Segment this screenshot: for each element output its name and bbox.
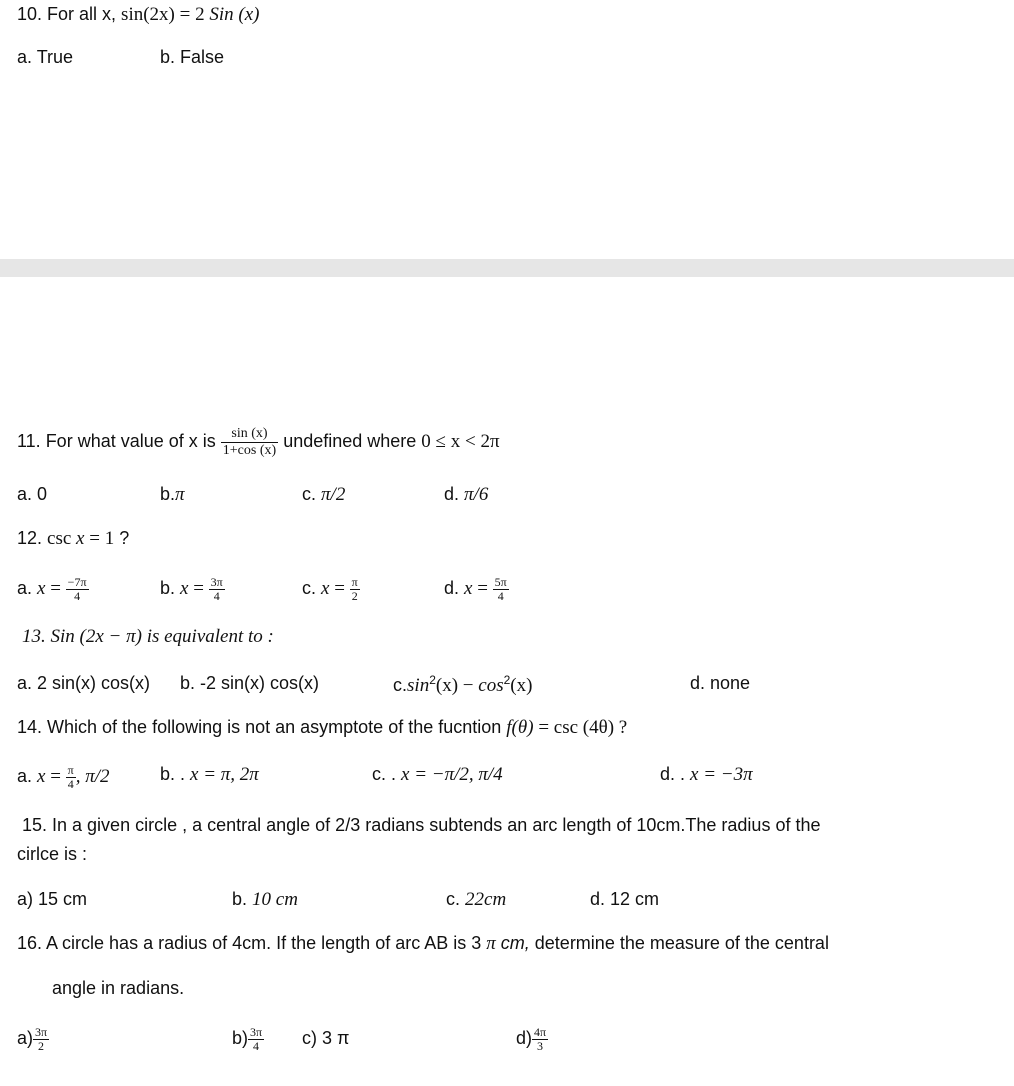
q14-c-value: x = −π/2, π/4 xyxy=(401,764,503,785)
q11-fraction xyxy=(221,426,278,459)
q13-c-sin: sin xyxy=(407,675,430,696)
q12-b-eqsign: = xyxy=(188,578,209,599)
q12-c-var: x xyxy=(321,578,330,599)
q12-qmark: ? xyxy=(114,528,130,548)
q12-option-c xyxy=(302,568,360,609)
q10-stem xyxy=(17,4,259,27)
q16-d-den: 3 xyxy=(532,1039,548,1053)
q14-a-var: x xyxy=(37,766,46,787)
q12-d-label: d. xyxy=(444,578,465,598)
q14-b-label: b. . xyxy=(160,764,191,784)
q13-c-end: (x) xyxy=(510,675,533,696)
q11-suffix-math: 0 ≤ x < 2π xyxy=(421,431,500,452)
q12-a-fraction xyxy=(66,576,89,603)
q16-a-label: a) xyxy=(17,1028,34,1048)
q16-stem-line1 xyxy=(17,933,829,956)
q11-option-b-value: π xyxy=(175,484,185,505)
q15-b-label: b. xyxy=(232,889,253,909)
q14-option-d xyxy=(660,764,753,787)
q10-eq: = 2 xyxy=(174,4,210,25)
q16-d-fraction xyxy=(532,1026,548,1053)
q11-option-d-value: π/6 xyxy=(464,484,489,505)
q12-c-den: 2 xyxy=(350,589,360,603)
q12-csc: csc xyxy=(47,528,72,549)
q11-option-b xyxy=(160,484,185,507)
q14-a-den: 4 xyxy=(66,777,76,791)
q10-option-b: b. False xyxy=(160,47,225,67)
q10-option-a: a. True xyxy=(17,47,74,67)
q12-c-num: π xyxy=(351,574,358,589)
q12-c-fraction xyxy=(350,576,360,603)
q13-c-prefix: c. xyxy=(393,675,408,695)
q13-c-mid: (x) − xyxy=(435,675,479,696)
q14-c-label: c. . xyxy=(372,764,402,784)
q15-option-c xyxy=(446,889,506,912)
q12-a-den: 4 xyxy=(66,589,89,603)
q16-stem-line2: angle in radians. xyxy=(52,978,185,998)
q11-frac-num: sin (x) xyxy=(231,425,268,441)
q11-option-a: a. 0 xyxy=(17,484,48,504)
q11-option-c-value: π/2 xyxy=(321,484,346,505)
q16-option-d xyxy=(516,1018,548,1058)
q14-a-eq: = xyxy=(45,766,66,787)
q14-a-rest: , π/2 xyxy=(75,766,110,787)
q12-option-a xyxy=(17,568,89,609)
q13-stem: 13. Sin (2x − π) is equivalent to : xyxy=(22,626,274,647)
q14-stem-text: 14. Which of the following is not an asymptote of the fucntion xyxy=(17,717,507,737)
q12-a-eqsign: = xyxy=(45,578,66,599)
q12-var: x xyxy=(71,528,85,549)
q16-line1-pi: π xyxy=(486,933,496,954)
q12-d-den: 4 xyxy=(493,589,509,603)
q13-option-d: d. none xyxy=(690,673,751,693)
q11-option-d-label: d. xyxy=(444,484,465,504)
q16-d-num: 4π xyxy=(534,1024,547,1039)
q12-option-d xyxy=(444,568,509,609)
q16-d-label: d) xyxy=(516,1028,533,1048)
q12-b-den: 4 xyxy=(209,589,225,603)
q12-b-fraction xyxy=(209,576,225,603)
q13-c-sup1: 2 xyxy=(429,673,436,687)
q12-d-fraction xyxy=(493,576,509,603)
q15-stem-line1: 15. In a given circle , a central angle of 2/3 radians subtends an arc length of 10cm.The radius of the xyxy=(22,815,821,835)
q16-b-num: 3π xyxy=(250,1024,263,1039)
q11-option-c xyxy=(302,484,345,507)
q13-option-a: a. 2 sin(x) cos(x) xyxy=(17,673,151,693)
q11-option-b-label: b. xyxy=(160,484,176,504)
q12-d-num: 5π xyxy=(494,574,507,589)
q10-lhs: sin(2x) xyxy=(121,4,175,25)
q12-b-num: 3π xyxy=(210,574,223,589)
q14-stem xyxy=(17,717,627,740)
q16-b-label: b) xyxy=(232,1028,249,1048)
q14-b-value: x = π, 2π xyxy=(190,764,259,785)
q12-stem xyxy=(17,528,129,551)
q16-line1-cm: cm, xyxy=(495,933,530,953)
q10-rhs: Sin (x) xyxy=(209,4,260,25)
q12-d-var: x xyxy=(464,578,473,599)
q12-a-label: a. xyxy=(17,578,38,598)
q14-d-value: x = −3π xyxy=(690,764,753,785)
q14-option-b xyxy=(160,764,259,787)
q11-frac-den: 1+cos (x) xyxy=(222,442,277,458)
q11-option-c-label: c. xyxy=(302,484,322,504)
q16-a-den: 2 xyxy=(33,1039,49,1053)
q15-option-a: a) 15 cm xyxy=(17,889,88,909)
q12-c-eqsign: = xyxy=(329,578,350,599)
q15-stem-line2: cirlce is : xyxy=(17,844,88,864)
q14-a-num: π xyxy=(67,762,74,777)
q15-option-d: d. 12 cm xyxy=(590,889,660,909)
q14-stem-eq: = csc (4θ) ? xyxy=(533,717,628,738)
q12-d-eqsign: = xyxy=(472,578,493,599)
q16-b-fraction xyxy=(248,1026,264,1053)
q14-a-label: a. xyxy=(17,766,38,786)
q13-option-c xyxy=(393,673,532,698)
q12-c-label: c. xyxy=(302,578,322,598)
q16-option-c: c) 3 π xyxy=(302,1028,350,1048)
q15-c-value: 22cm xyxy=(465,889,507,910)
q13-option-b: b. -2 sin(x) cos(x) xyxy=(180,673,320,693)
q12-eq: = 1 xyxy=(84,528,115,549)
q12-b-var: x xyxy=(180,578,189,599)
q16-line1-b: determine the measure of the central xyxy=(529,933,829,953)
q16-option-a xyxy=(17,1018,49,1058)
q14-option-c xyxy=(372,764,503,787)
q15-c-label: c. xyxy=(446,889,466,909)
q12-prefix: 12. xyxy=(17,528,48,548)
q14-a-fraction xyxy=(66,764,76,791)
q11-suffix-text: undefined where xyxy=(283,431,422,451)
q14-d-label: d. . xyxy=(660,764,691,784)
q14-option-a xyxy=(17,756,110,797)
q16-line1-a: 16. A circle has a radius of 4cm. If the length of arc AB is 3 xyxy=(17,933,487,953)
q12-a-var: x xyxy=(37,578,46,599)
q13-c-sup2: 2 xyxy=(503,673,511,687)
q14-stem-func: f(θ) xyxy=(506,717,534,738)
q12-a-num: −7π xyxy=(67,574,87,589)
q11-stem xyxy=(17,418,500,465)
q16-option-b xyxy=(232,1018,264,1058)
q12-b-label: b. xyxy=(160,578,181,598)
q13-c-cos: cos xyxy=(478,675,504,696)
q11-option-d xyxy=(444,484,488,507)
q12-option-b xyxy=(160,568,225,609)
q16-b-den: 4 xyxy=(248,1039,264,1053)
q15-option-b xyxy=(232,889,298,912)
q16-a-fraction xyxy=(33,1026,49,1053)
q10-prefix: 10. For all x, xyxy=(17,4,122,24)
q15-b-value: 10 cm xyxy=(252,889,298,910)
q16-a-num: 3π xyxy=(35,1024,48,1039)
q11-prefix: 11. For what value of x is xyxy=(17,431,216,451)
page-separator xyxy=(0,259,1014,277)
